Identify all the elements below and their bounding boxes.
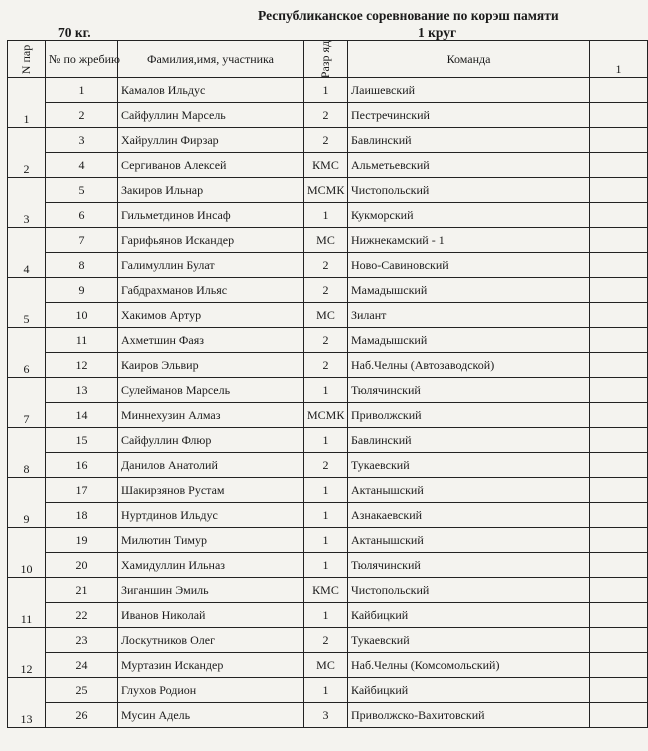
result-cell [590, 303, 648, 328]
participant-team: Тукаевский [348, 628, 590, 653]
participant-name: Мусин Адель [118, 703, 304, 728]
participant-team: Тюлячинский [348, 378, 590, 403]
draw-number: 26 [46, 703, 118, 728]
participant-name: Гильметдинов Инсаф [118, 203, 304, 228]
participant-rank: МС [304, 228, 348, 253]
table-row [8, 303, 648, 328]
draw-number: 17 [46, 478, 118, 503]
pair-number: 5 [8, 278, 46, 328]
team-column-header: Команда [348, 41, 590, 78]
participant-rank: 1 [304, 203, 348, 228]
table-row [8, 78, 648, 103]
result-cell [590, 653, 648, 678]
draw-number: 19 [46, 528, 118, 553]
participant-name: Хамидуллин Ильназ [118, 553, 304, 578]
participant-rank: 1 [304, 78, 348, 103]
result-cell [590, 378, 648, 403]
participant-team: Нижнекамский - 1 [348, 228, 590, 253]
table-row [8, 228, 648, 253]
result-cell [590, 478, 648, 503]
draw-number: 15 [46, 428, 118, 453]
participant-rank: 1 [304, 428, 348, 453]
participant-team: Актанышский [348, 528, 590, 553]
participant-team: Мамадышский [348, 278, 590, 303]
participant-rank: 1 [304, 528, 348, 553]
result-cell [590, 353, 648, 378]
draw-number: 8 [46, 253, 118, 278]
pair-number: 8 [8, 428, 46, 478]
table-row [8, 178, 648, 203]
participant-name: Каиров Эльвир [118, 353, 304, 378]
result-cell [590, 578, 648, 603]
table-row [8, 703, 648, 728]
result-cell [590, 228, 648, 253]
participant-team: Приволжско-Вахитовский [348, 703, 590, 728]
table-header-row [8, 41, 648, 78]
participant-rank: 2 [304, 628, 348, 653]
draw-number: 23 [46, 628, 118, 653]
pair-column-header: N пар [8, 41, 46, 78]
table-row [8, 553, 648, 578]
participant-rank: 1 [304, 678, 348, 703]
table-row [8, 603, 648, 628]
result-cell [590, 628, 648, 653]
pair-number: 10 [8, 528, 46, 578]
pair-number: 11 [8, 578, 46, 628]
table-row [8, 528, 648, 553]
participant-rank: КМС [304, 153, 348, 178]
draw-number: 11 [46, 328, 118, 353]
table-row [8, 503, 648, 528]
table-row [8, 328, 648, 353]
participant-rank: 2 [304, 353, 348, 378]
participant-team: Актанышский [348, 478, 590, 503]
participant-team: Альметьевский [348, 153, 590, 178]
pair-number: 12 [8, 628, 46, 678]
draw-number: 10 [46, 303, 118, 328]
participant-name: Ахметшин Фаяз [118, 328, 304, 353]
result-cell [590, 528, 648, 553]
participant-rank: 1 [304, 553, 348, 578]
result-cell [590, 103, 648, 128]
participant-rank: 1 [304, 478, 348, 503]
participant-rank: МС [304, 653, 348, 678]
table-row [8, 203, 648, 228]
participant-name: Нуртдинов Ильдус [118, 503, 304, 528]
draw-number: 12 [46, 353, 118, 378]
participant-rank: 1 [304, 603, 348, 628]
participant-name: Хайруллин Фирзар [118, 128, 304, 153]
result-cell [590, 128, 648, 153]
participant-rank: 2 [304, 278, 348, 303]
participant-rank: КМС [304, 578, 348, 603]
table-row [8, 628, 648, 653]
pair-number: 4 [8, 228, 46, 278]
participant-rank: 2 [304, 128, 348, 153]
weight-category: 70 кг. [58, 25, 91, 40]
participant-team: Мамадышский [348, 328, 590, 353]
table-row [8, 253, 648, 278]
participant-rank: 2 [304, 253, 348, 278]
participant-name: Зиганшин Эмиль [118, 578, 304, 603]
participant-team: Чистопольский [348, 178, 590, 203]
participant-name: Муртазин Искандер [118, 653, 304, 678]
participant-name: Хакимов Артур [118, 303, 304, 328]
table-row [8, 428, 648, 453]
draw-column-header: № по жребию [46, 41, 118, 78]
draw-number: 21 [46, 578, 118, 603]
participant-team: Бавлинский [348, 428, 590, 453]
result-cell [590, 428, 648, 453]
result-cell [590, 503, 648, 528]
draw-number: 9 [46, 278, 118, 303]
table-row [8, 128, 648, 153]
draw-number: 16 [46, 453, 118, 478]
participant-name: Габдрахманов Ильяс [118, 278, 304, 303]
result-cell [590, 453, 648, 478]
result-cell [590, 403, 648, 428]
name-column-header: Фамилия,имя, участника [118, 41, 304, 78]
participant-team: Кайбицкий [348, 678, 590, 703]
participant-team: Бавлинский [348, 128, 590, 153]
draw-number: 25 [46, 678, 118, 703]
result-cell [590, 603, 648, 628]
participant-team: Зилант [348, 303, 590, 328]
table-row [8, 478, 648, 503]
draw-number: 5 [46, 178, 118, 203]
round-label: 1 круг [418, 25, 457, 40]
draw-number: 20 [46, 553, 118, 578]
pair-number: 3 [8, 178, 46, 228]
draw-number: 2 [46, 103, 118, 128]
participant-rank: МСМК [304, 403, 348, 428]
participant-name: Сайфуллин Марсель [118, 103, 304, 128]
participant-name: Лоскутников Олег [118, 628, 304, 653]
participant-team: Приволжский [348, 403, 590, 428]
participant-team: Кайбицкий [348, 603, 590, 628]
pair-number: 1 [8, 78, 46, 128]
result-cell [590, 678, 648, 703]
participant-rank: 3 [304, 703, 348, 728]
participant-name: Миннехузин Алмаз [118, 403, 304, 428]
draw-number: 13 [46, 378, 118, 403]
draw-number: 24 [46, 653, 118, 678]
participant-rank: 2 [304, 103, 348, 128]
pair-number: 7 [8, 378, 46, 428]
participant-team: Пестречинский [348, 103, 590, 128]
participant-team: Кукморский [348, 203, 590, 228]
result-cell [590, 703, 648, 728]
participant-name: Сулейманов Марсель [118, 378, 304, 403]
table-row [8, 353, 648, 378]
result-cell [590, 178, 648, 203]
pair-number: 2 [8, 128, 46, 178]
table-row [8, 153, 648, 178]
participant-name: Милютин Тимур [118, 528, 304, 553]
rank-column-header: Разр яд [304, 41, 348, 78]
participant-team: Азнакаевский [348, 503, 590, 528]
participant-team: Тюлячинский [348, 553, 590, 578]
table-body [8, 78, 648, 728]
result-cell [590, 553, 648, 578]
participant-team: Чистопольский [348, 578, 590, 603]
result-cell [590, 328, 648, 353]
participant-rank: 1 [304, 503, 348, 528]
participant-name: Галимуллин Булат [118, 253, 304, 278]
table-row [8, 653, 648, 678]
draw-number: 6 [46, 203, 118, 228]
participant-team: Лаишевский [348, 78, 590, 103]
table-row [8, 453, 648, 478]
participant-name: Глухов Родион [118, 678, 304, 703]
participant-name: Шакирзянов Рустам [118, 478, 304, 503]
draw-number: 7 [46, 228, 118, 253]
table-row [8, 378, 648, 403]
table-row [8, 278, 648, 303]
draw-table [7, 40, 648, 728]
result-cell [590, 153, 648, 178]
pair-number: 6 [8, 328, 46, 378]
pair-number: 9 [8, 478, 46, 528]
result-column-header: 1 [590, 41, 648, 78]
result-cell [590, 203, 648, 228]
table-row [8, 678, 648, 703]
draw-number: 1 [46, 78, 118, 103]
participant-rank: 2 [304, 453, 348, 478]
table-row [8, 103, 648, 128]
participant-rank: 1 [304, 378, 348, 403]
draw-number: 18 [46, 503, 118, 528]
participant-rank: МСМК [304, 178, 348, 203]
table-row [8, 403, 648, 428]
participant-team: Ново-Савиновский [348, 253, 590, 278]
document-title: Республиканское соревнование по корэш памяти [258, 8, 559, 23]
draw-number: 3 [46, 128, 118, 153]
participant-team: Наб.Челны (Комсомольский) [348, 653, 590, 678]
participant-name: Сергиванов Алексей [118, 153, 304, 178]
draw-number: 14 [46, 403, 118, 428]
participant-rank: МС [304, 303, 348, 328]
participant-name: Камалов Ильдус [118, 78, 304, 103]
participant-name: Закиров Ильнар [118, 178, 304, 203]
result-cell [590, 278, 648, 303]
participant-name: Данилов Анатолий [118, 453, 304, 478]
participant-name: Гарифьянов Искандер [118, 228, 304, 253]
draw-number: 4 [46, 153, 118, 178]
draw-number: 22 [46, 603, 118, 628]
table-row [8, 578, 648, 603]
participant-team: Наб.Челны (Автозаводской) [348, 353, 590, 378]
participant-rank: 2 [304, 328, 348, 353]
participant-name: Иванов Николай [118, 603, 304, 628]
pair-number: 13 [8, 678, 46, 728]
participant-name: Сайфуллин Флюр [118, 428, 304, 453]
result-cell [590, 253, 648, 278]
participant-team: Тукаевский [348, 453, 590, 478]
result-cell [590, 78, 648, 103]
